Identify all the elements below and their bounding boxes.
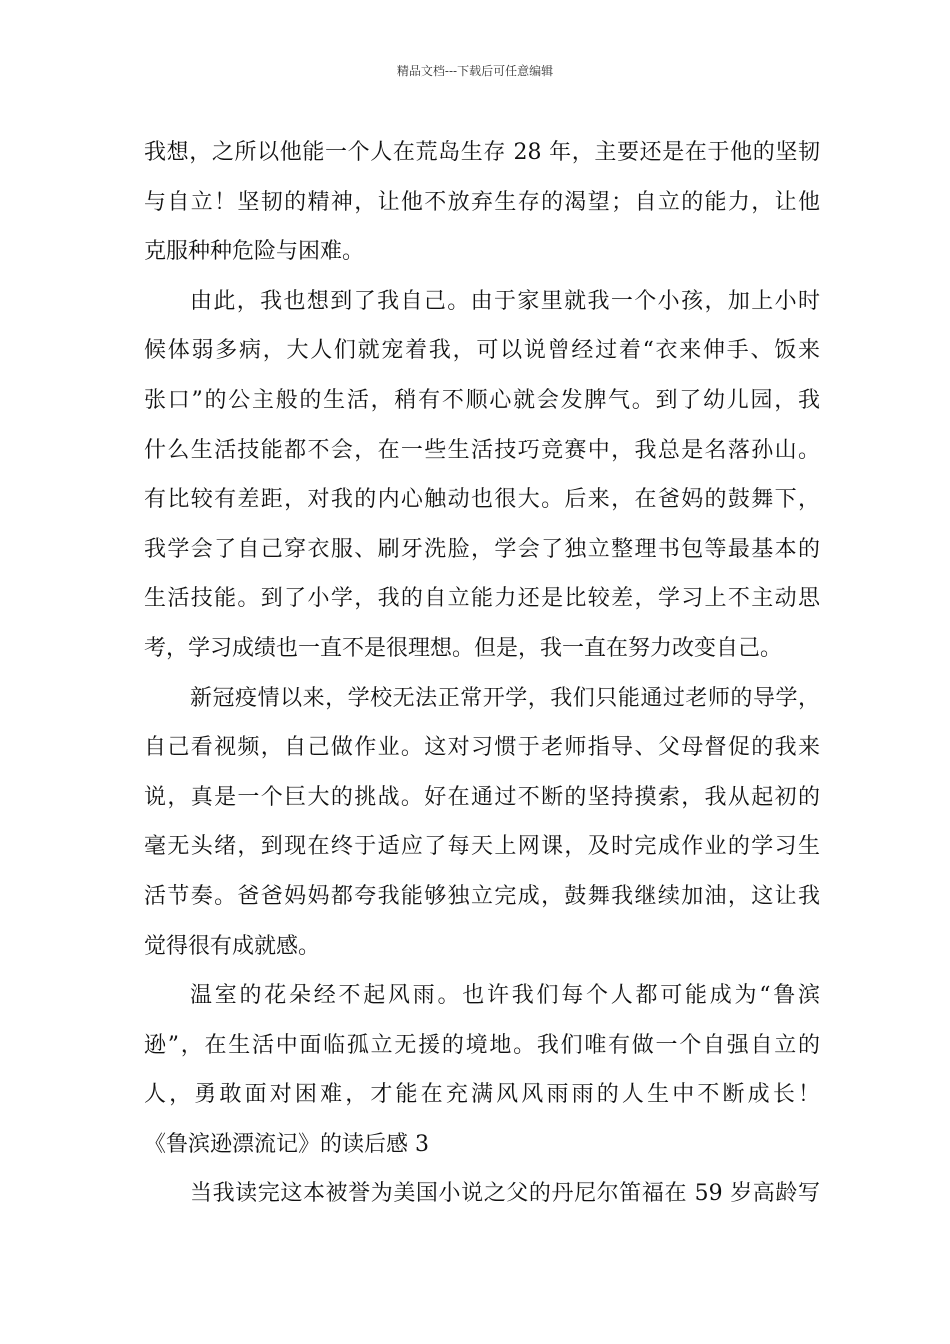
paragraph-line: 由此，我也想到了我自己。由于家里就我一个小孩，加上小时: [190, 288, 820, 314]
section-heading: 《鲁滨逊漂流记》的读后感 3: [144, 1131, 429, 1157]
paragraph-line: 毫无头绪，到现在终于适应了每天上网课，及时完成作业的学习生: [144, 834, 820, 860]
paragraph-line: 克服种种危险与困难。: [144, 239, 365, 265]
paragraph-line: 自己看视频，自己做作业。这对习惯于老师指导、父母督促的我来: [144, 735, 820, 761]
paragraph-line: 逊”，在生活中面临孤立无援的境地。我们唯有做一个自强自立的: [144, 1032, 820, 1058]
paragraph-line: 与自立！坚韧的精神，让他不放弃生存的渴望；自立的能力，让他: [144, 189, 820, 215]
paragraph-line: 当我读完这本被誉为美国小说之父的丹尼尔笛福在 59 岁高龄写: [190, 1181, 820, 1207]
paragraph-line: 觉得很有成就感。: [144, 933, 321, 959]
paragraph-line: 温室的花朵经不起风雨。也许我们每个人都可能成为“鲁滨: [190, 983, 820, 1009]
paragraph-line: 考，学习成绩也一直不是很理想。但是，我一直在努力改变自己。: [144, 635, 783, 661]
page-header: 精品文档---下载后可任意编辑: [396, 64, 554, 78]
paragraph-line: 我学会了自己穿衣服、刷牙洗脸，学会了独立整理书包等最基本的: [144, 536, 820, 562]
paragraph-line: 说，真是一个巨大的挑战。好在通过不断的坚持摸索，我从起初的: [144, 784, 820, 810]
document-body: [144, 128, 820, 1219]
paragraph-line: 候体弱多病，大人们就宠着我，可以说曾经过着“衣来伸手、饭来: [144, 338, 820, 364]
paragraph-line: 什么生活技能都不会，在一些生活技巧竞赛中，我总是名落孙山。: [144, 437, 820, 463]
paragraph-line: 生活技能。到了小学，我的自立能力还是比较差，学习上不主动思: [144, 586, 820, 612]
paragraph-line: 人，勇敢面对困难，才能在充满风风雨雨的人生中不断成长！: [144, 1082, 820, 1108]
paragraph-line: 我想，之所以他能一个人在荒岛生存 28 年，主要还是在于他的坚韧: [144, 140, 820, 165]
paragraph-line: 有比较有差距，对我的内心触动也很大。后来，在爸妈的鼓舞下，: [144, 487, 820, 513]
paragraph-line: 新冠疫情以来，学校无法正常开学，我们只能通过老师的导学，: [190, 685, 820, 711]
paragraph-line: 活节奏。爸爸妈妈都夸我能够独立完成，鼓舞我继续加油，这让我: [144, 883, 820, 909]
paragraph-line: 张口”的公主般的生活，稍有不顺心就会发脾气。到了幼儿园，我: [144, 387, 820, 413]
